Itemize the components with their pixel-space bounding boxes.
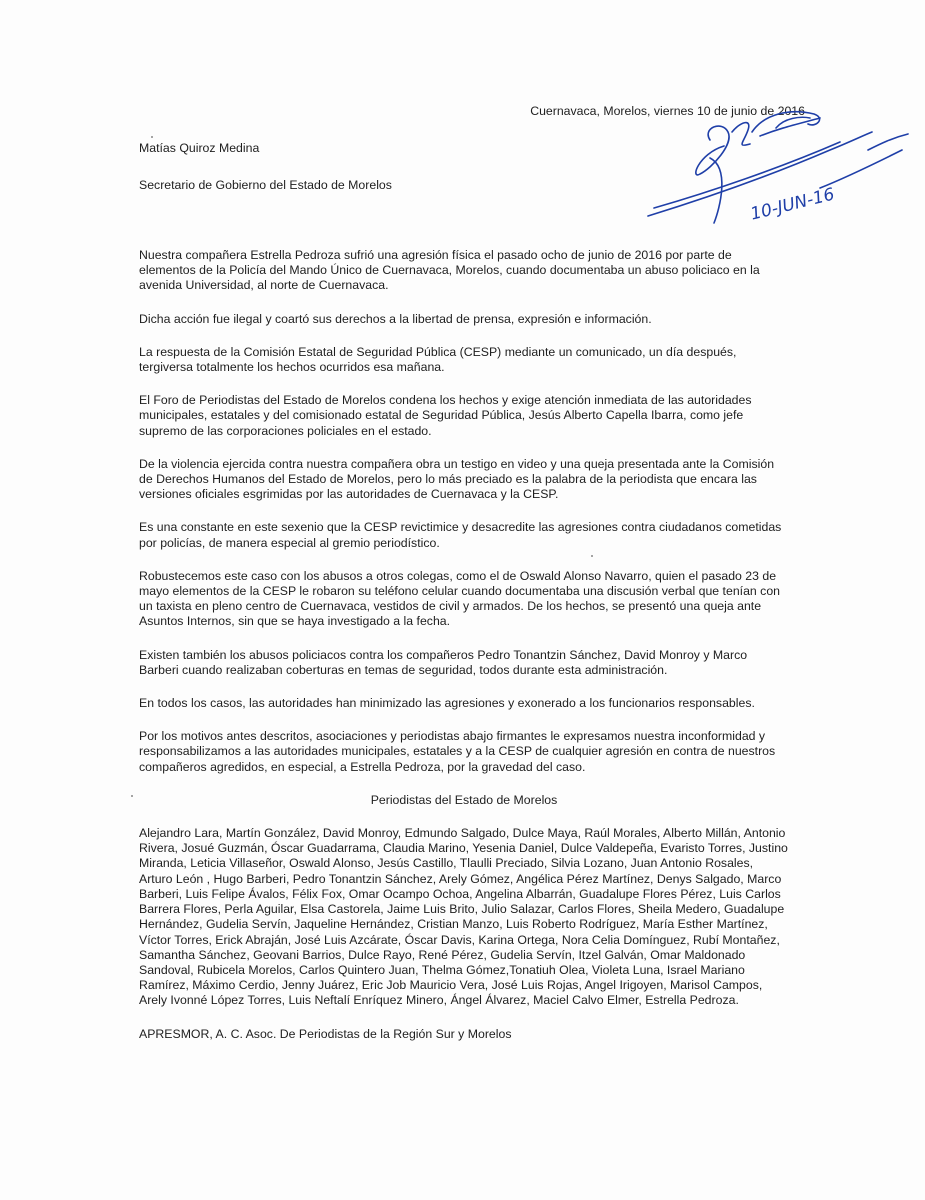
closing-organization: APRESMOR, A. C. Asoc. De Periodistas de la Región Sur y Morelos <box>139 1026 512 1041</box>
addressee-block <box>139 141 789 193</box>
letter-body <box>139 248 789 1060</box>
paragraph: Es una constante en este sexenio que la CESP revictimice y desacredite las agresiones contra ciudadanos cometidas por policías, de manera especial al gremio periodístico. <box>139 520 782 550</box>
paragraph: Existen también los abusos policiacos contra los compañeros Pedro Tonantzin Sánchez, David Monroy y Marco Barberi cuando realizaban coberturas en temas de seguridad, todos durante esta administración. <box>139 647 748 677</box>
signers-list: Alejandro Lara, Martín González, David Monroy, Edmundo Salgado, Dulce Maya, Raúl Morales, Alberto Millán, Antonio Rivera, Josué Guzmán, Óscar Guadarrama, Claudia Marino, Yesenia Daniel, Dulce Valdepeña, Evaristo Torres, Justino Miranda, Leticia Villaseñor, Oswald Alonso, Jesús Castillo, Tlaulli Preciado, Silvia Lozano, Juan Antonio Rosales, Arturo León , Hugo Barberi, Pedro Tonantzin Sánchez, Arely Gómez, Angélica Pérez Martínez, Denys Salgado, Marco Barberi, Luis Felipe Ávalos, Félix Fox, Omar Ocampo Ochoa, Angelina Albarrán, Guadalupe Flores Pérez, Luis Carlos Barrera Flores, Perla Aguilar, Elsa Castorela, Jaime Luis Brito, Julio Salazar, Carlos Flores, Sheila Medero, Guadalupe Hernández, Gudelia Servín, Jaqueline Hernández, Cristian Manzo, Luis Roberto Rodríguez, María Esther Martínez, Víctor Torres, Erick Abraján, José Luis Azcárate, Óscar Davis, Karina Ortega, Nora Celia Domínguez, Rubí Montañez, Samantha Sánchez, Geovani Barrios, Dulce Rayo, René Pérez, Gudelia Servín, Itzel Galván, Omar Maldonado Sandoval, Rubicela Morelos, Carlos Quintero Juan, Thelma Gómez,Tonatiuh Olea, Violeta Luna, Israel Mariano Ramírez, Máximo Cerdio, Jenny Juárez, Eric Job Mauricio Vera, José Luis Rojas, Angel Irigoyen, Marisol Campos, Arely Ivonné López Torres, Luis Neftalí Enríquez Minero, Ángel Álvarez, Maciel Calvo Elmer, Estrella Pedroza. <box>139 826 788 1008</box>
paragraph: La respuesta de la Comisión Estatal de Seguridad Pública (CESP) mediante un comunicado, un día después, tergiversa totalmente los hechos ocurridos esa mañana. <box>139 344 737 375</box>
paragraph: Por los motivos antes descritos, asociaciones y periodistas abajo firmantes le expresamos nuestra inconformidad y responsabilizamos a las autoridades municipales, estatales y a la CESP de cualquier agresión en contra de nuestros compañeros agredidos, en especial, a Estrella Pedroza, por la gravedad del caso. <box>139 729 776 774</box>
paragraph: Robustecemos este caso con los abusos a otros colegas, como el de Oswald Alonso Navarro, quien el pasado 23 de mayo elementos de la CESP le robaron su teléfono celular cuando documentaba una discusión verbal que tenían con un taxista en pleno centro de Cuernavaca, vestidos de civil y armados. De los hechos, se presentó una queja ante Asuntos Internos, sin que se haya investigado a la fecha. <box>139 568 780 629</box>
paragraph: Dicha acción fue ilegal y coartó sus derechos a la libertad de prensa, expresión e información. <box>139 311 652 326</box>
handwritten-date: 10-JUN-16 <box>748 184 837 225</box>
signers-heading: Periodistas del Estado de Morelos <box>370 792 558 807</box>
paragraph: Nuestra compañera Estrella Pedroza sufrió una agresión física el pasado ocho de junio de 2016 por parte de elementos de la Policía del Mando Único de Cuernavaca, Morelos, cuando documentaba un abuso policiaco en la avenida Universidad, al norte de Cuernavaca. <box>139 248 760 293</box>
scan-speck <box>591 555 593 557</box>
addressee-role: Secretario de Gobierno del Estado de Morelos <box>139 178 392 193</box>
paragraph: El Foro de Periodistas del Estado de Morelos condena los hechos y exige atención inmediata de las autoridades municipales, estatales y del comisionado estatal de Seguridad Pública, Jesús Alberto Capella Ibarra, como jefe supremo de las corporaciones policiales en el estado. <box>139 393 752 438</box>
scan-speck <box>131 795 133 797</box>
paragraph: En todos los casos, las autoridades han minimizado las agresiones y exonerado a los funcionarios responsables. <box>139 696 755 711</box>
scan-speck <box>151 136 153 138</box>
paragraph: De la violencia ejercida contra nuestra compañera obra un testigo en video y una queja presentada ante la Comisión de Derechos Humanos del Estado de Morelos, pero lo más preciado es la palabra de la periodista que encara las versiones oficiales esgrimidas por las autoridades de Cuernavaca y la CESP. <box>139 456 775 502</box>
addressee-name: Matías Quiroz Medina <box>139 141 260 155</box>
dateline: Cuernavaca, Morelos, viernes 10 de junio de 2016 <box>530 104 805 118</box>
